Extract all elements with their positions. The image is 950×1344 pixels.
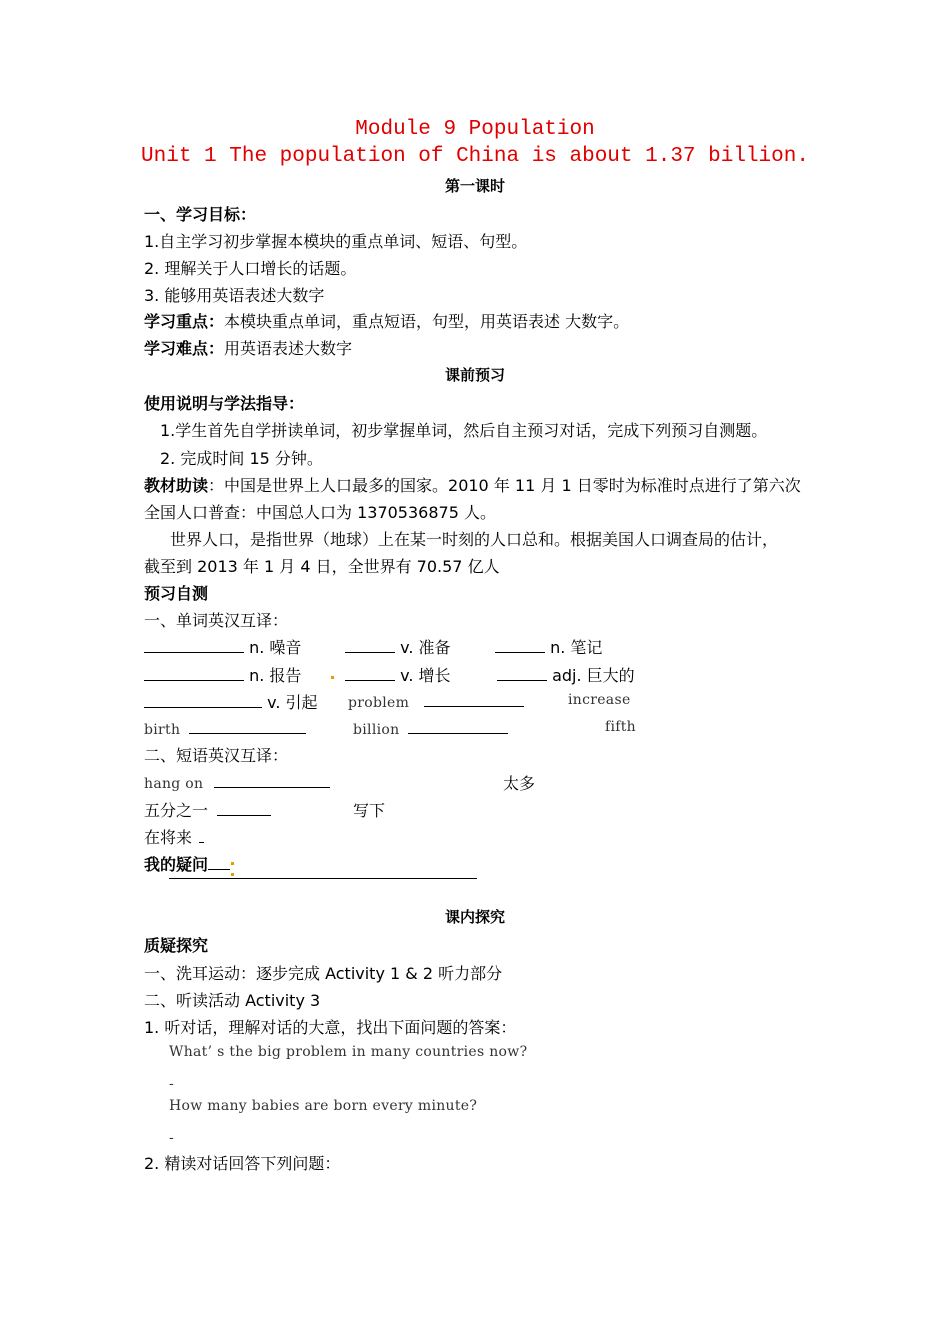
unit-title: Unit 1 The population of China is about 1.37 billion.	[141, 145, 809, 168]
vocab-item	[345, 635, 451, 658]
vocab-item	[345, 663, 451, 686]
question-prompt	[144, 852, 230, 875]
answer-blank[interactable]	[208, 855, 230, 870]
answer-dash[interactable]: -	[169, 1076, 175, 1092]
phrase-item	[144, 773, 330, 792]
answer-blank[interactable]	[345, 638, 395, 653]
preview-heading: 课前预习	[444, 366, 505, 384]
marker-dot	[231, 862, 234, 865]
task-1: 1. 听对话，理解对话的大意，找出下面问题的答案：	[144, 1018, 517, 1037]
vocab-label: n. 报告	[249, 666, 302, 685]
listen-activity-2: 二、听读活动 Activity 3	[144, 991, 321, 1010]
vocab-label: v. 增长	[400, 666, 451, 685]
key-text: 本模块重点单词，重点短语，句型，用英语表述 大数字。	[224, 312, 630, 331]
module-title: Module 9 Population	[355, 118, 595, 141]
aid-text: ：中国是世界上人口最多的国家。2010 年 11 月 1 日零时为标准时点进行了第六次	[208, 476, 801, 495]
vocab-item	[497, 663, 635, 686]
phrase-label: hang on	[144, 776, 204, 792]
vocab-item	[348, 692, 524, 711]
vocab-label: n. 笔记	[550, 638, 603, 657]
goal-item: 3. 能够用英语表述大数字	[144, 286, 325, 305]
vocab-item	[144, 690, 318, 713]
phrase-item	[144, 798, 271, 821]
class-heading: 课内探究	[444, 908, 505, 926]
vocab-label: billion	[353, 722, 400, 738]
answer-blank[interactable]	[189, 719, 306, 734]
vocab-item	[144, 719, 306, 738]
key-points	[144, 309, 629, 332]
answer-blank[interactable]	[144, 693, 262, 708]
answer-blank[interactable]	[217, 801, 271, 816]
explore-heading: 质疑探究	[144, 936, 209, 955]
self-test-heading: 预习自测	[144, 584, 209, 603]
answer-blank[interactable]	[495, 638, 545, 653]
marker-dot	[331, 676, 334, 679]
answer-blank[interactable]	[144, 638, 244, 653]
phrase-label: 在将来	[144, 828, 193, 847]
guide-heading: 使用说明与学法指导：	[144, 394, 305, 413]
difficult-points	[144, 336, 352, 359]
task-2: 2. 精读对话回答下列问题：	[144, 1154, 341, 1173]
world-line-2: 截至到 2013 年 1 月 4 日，全世界有 70.57 亿人	[144, 557, 500, 576]
vocab-item	[144, 635, 301, 658]
answer-dash[interactable]: -	[169, 1130, 175, 1146]
marker-dot	[231, 873, 234, 876]
goal-item: 1.自主学习初步掌握本模块的重点单词、短语、句型。	[144, 232, 528, 251]
answer-blank[interactable]	[199, 828, 204, 843]
aid-label: 教材助读	[144, 476, 209, 495]
guide-item: 1.学生首先自学拼读单词，初步掌握单词，然后自主预习对话，完成下列预习自测题。	[160, 421, 768, 440]
question-2: How many babies are born every minute?	[169, 1098, 478, 1114]
answer-blank[interactable]	[214, 773, 330, 788]
goal-item: 2. 理解关于人口增长的话题。	[144, 259, 357, 278]
phrase-heading: 二、短语英汉互译：	[144, 746, 289, 765]
phrase-label: 五分之一	[144, 801, 209, 820]
difficult-label: 学习难点：	[144, 339, 225, 358]
difficult-text: 用英语表述大数字	[224, 339, 353, 358]
phrase-item: 写下	[353, 801, 386, 820]
vocab-label: birth	[144, 722, 181, 738]
answer-blank[interactable]	[424, 692, 524, 707]
aid-line-2: 全国人口普查：中国总人口为 1370536875 人。	[144, 503, 496, 522]
key-label: 学习重点：	[144, 312, 225, 331]
phrase-item	[144, 825, 204, 848]
answer-blank[interactable]	[144, 666, 244, 681]
goals-heading: 一、学习目标：	[144, 205, 257, 224]
phrase-item: 太多	[503, 774, 536, 793]
lesson-label: 第一课时	[444, 177, 505, 195]
answer-blank[interactable]	[345, 666, 395, 681]
vocab-item	[495, 635, 602, 658]
vocab-item: increase	[568, 692, 631, 708]
vocab-label: problem	[348, 695, 410, 711]
answer-blank[interactable]	[408, 719, 508, 734]
vocab-label: v. 引起	[267, 693, 318, 712]
vocab-label: adj. 巨大的	[552, 666, 635, 685]
vocab-item: fifth	[605, 719, 636, 735]
question-line[interactable]	[169, 878, 477, 879]
answer-blank[interactable]	[497, 666, 547, 681]
question-label: 我的疑问	[144, 855, 209, 874]
guide-item: 2. 完成时间 15 分钟。	[160, 449, 323, 468]
listen-activity-1: 一、洗耳运动：逐步完成 Activity 1 & 2 听力部分	[144, 964, 503, 983]
vocab-heading: 一、单词英汉互译：	[144, 611, 289, 630]
aid-line-1	[144, 473, 801, 496]
vocab-label: v. 准备	[400, 638, 451, 657]
world-line-1: 世界人口，是指世界（地球）上在某一时刻的人口总和。根据美国人口调查局的估计，	[170, 530, 779, 549]
vocab-label: n. 噪音	[249, 638, 302, 657]
question-1: What’ s the big problem in many countries now?	[169, 1044, 528, 1060]
vocab-item	[144, 663, 301, 686]
vocab-item	[353, 719, 508, 738]
